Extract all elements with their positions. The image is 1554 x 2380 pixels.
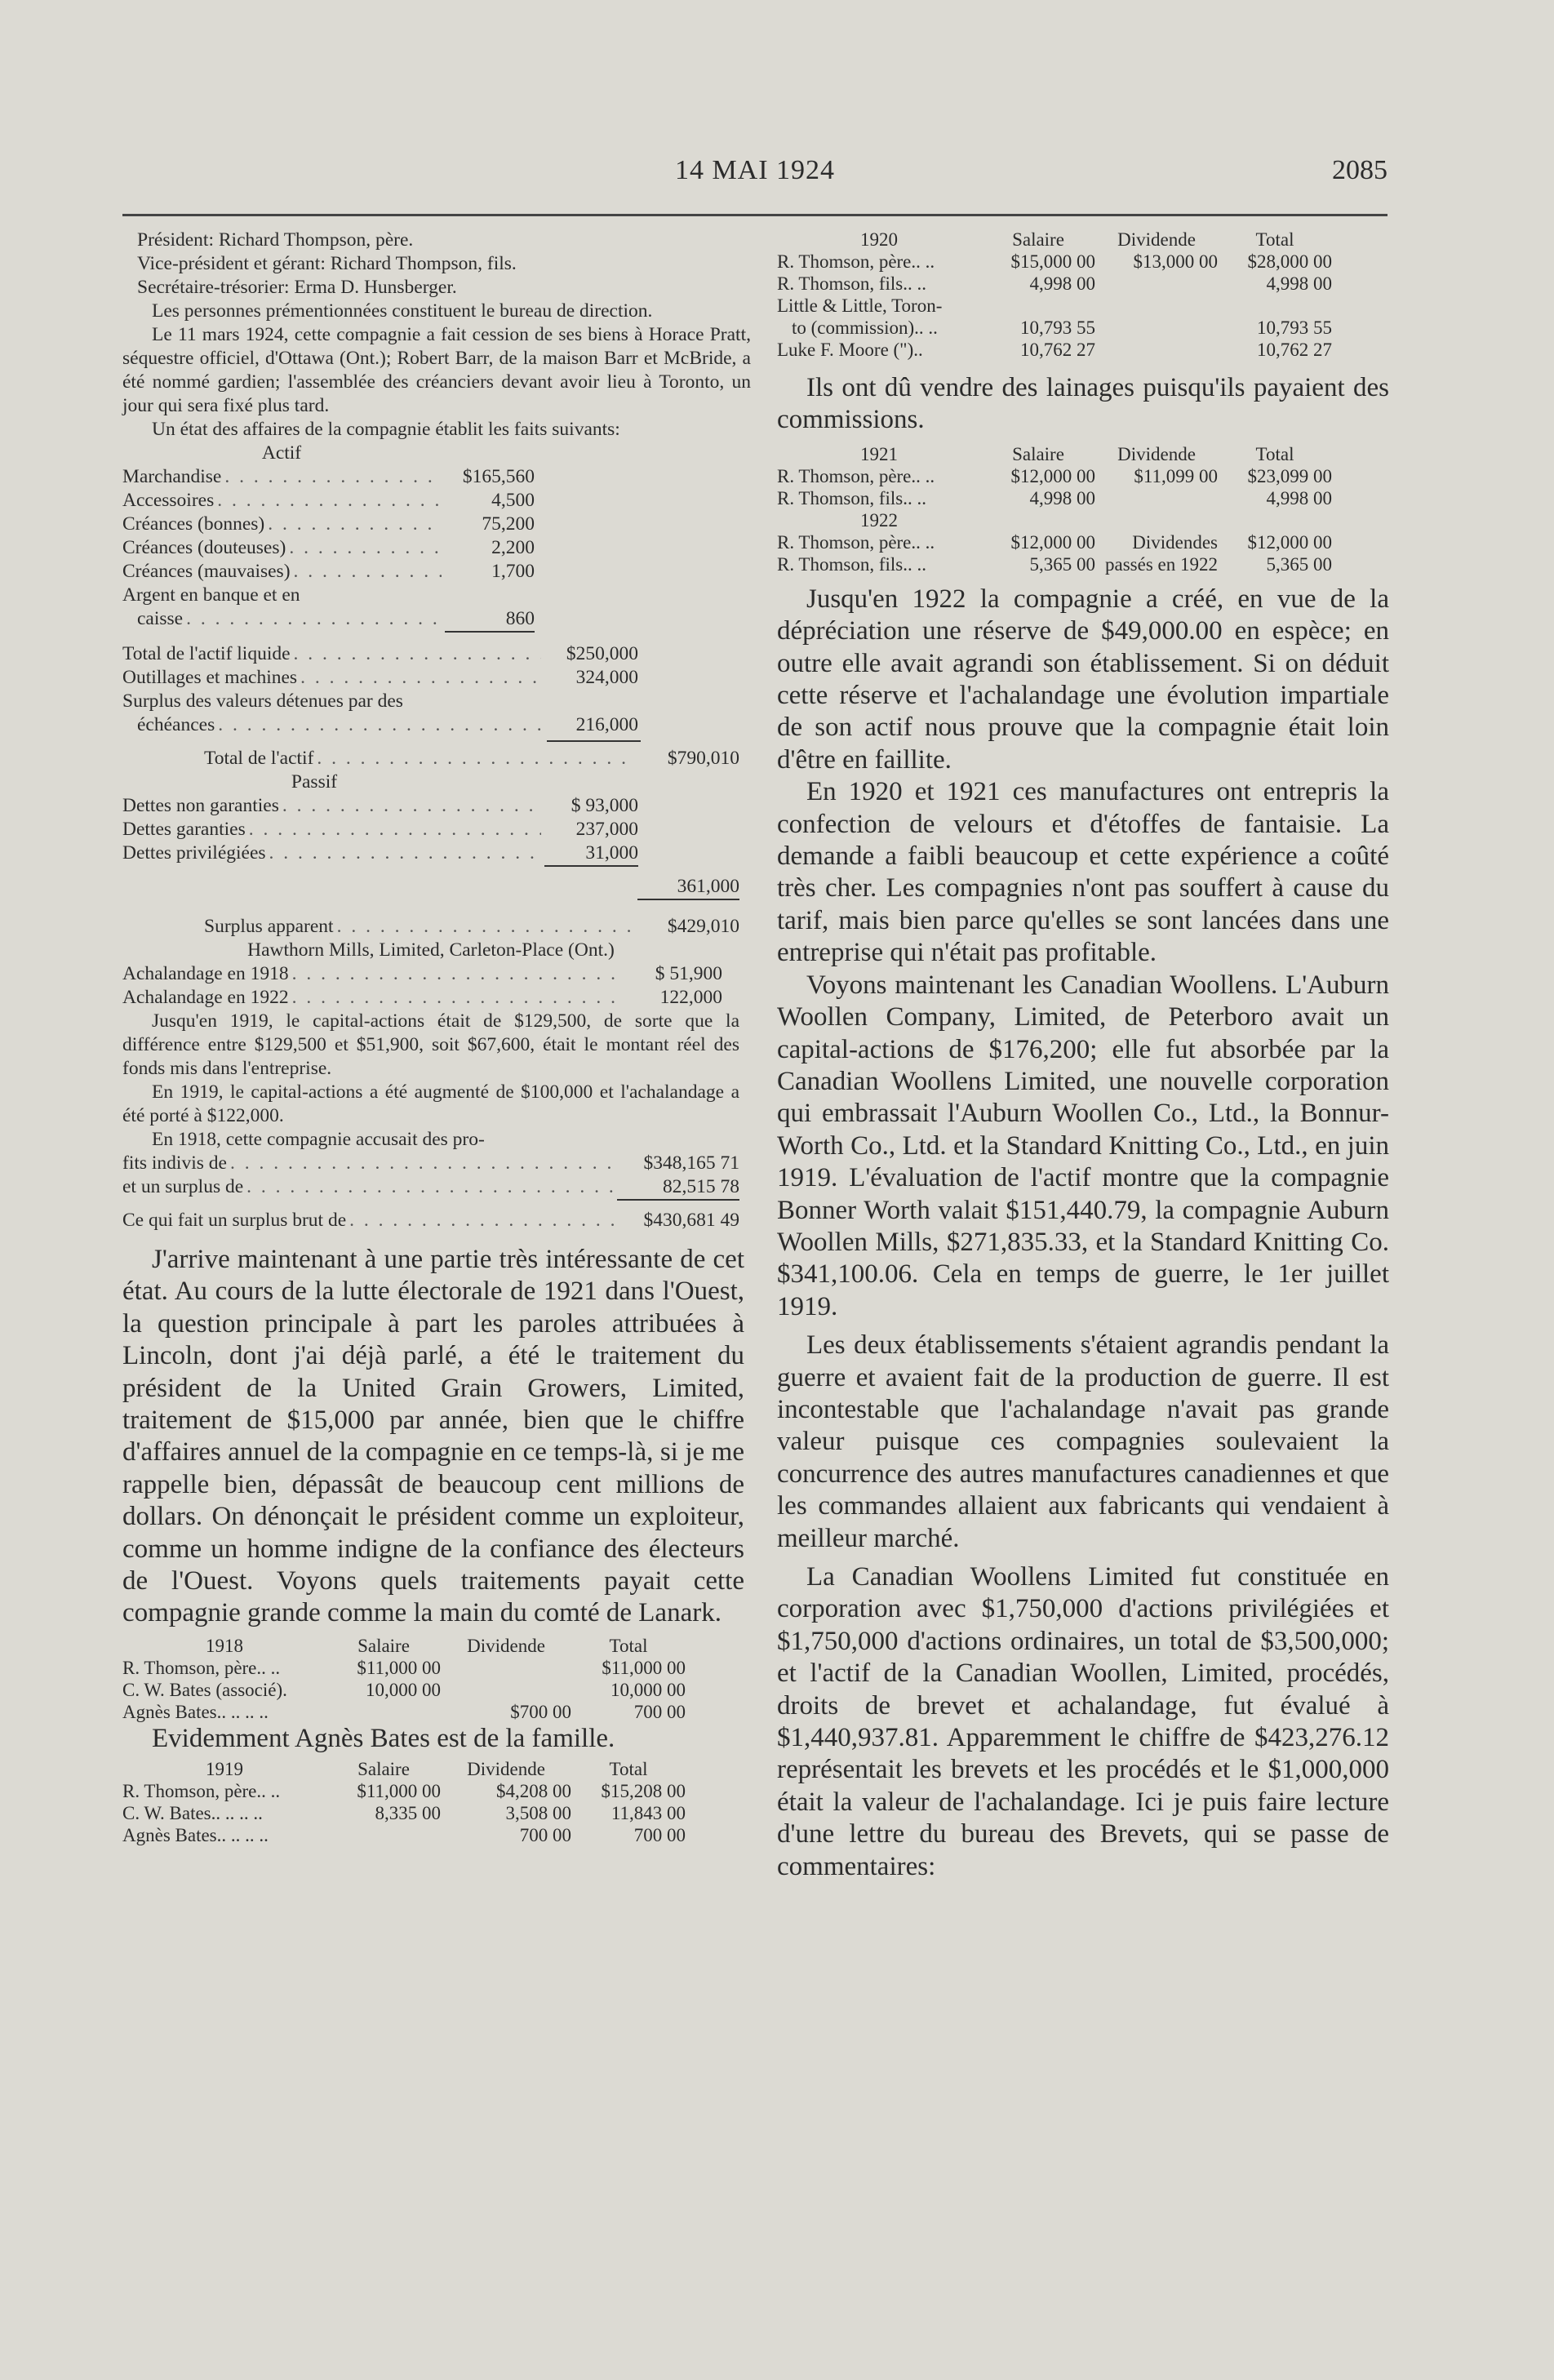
actif-row: caisse . . . 860 bbox=[122, 607, 535, 633]
paragraph: Les deux établissements s'étaient agrandis pendant la guerre et avaient fait de la production de guerre. Il est incontestable que l'achalandage n'avait pas grande valeur puisque ces compagnies soulevaient la concurrence des autres manufactures canadiennes et que les commandes allaient aux fabricants qui vendaient à meilleur marché. bbox=[777, 1330, 1389, 1553]
table-row: R. Thomson, père.. .. $11,000 00 $4,208 00 $15,208 00 bbox=[122, 1781, 686, 1802]
paragraph-etat: Un état des affaires de la compagnie établit les faits suivants: bbox=[152, 419, 620, 440]
actif-row: Créances (mauvaises) . . . 1,700 bbox=[122, 560, 535, 584]
intro-line: Vice-président et gérant: Richard Thompson, fils. bbox=[137, 253, 517, 274]
paragraph: En 1920 et 1921 ces manufactures ont entrepris la confection de velours et d'étoffes de fantaisie. La demande a faibli beaucoup et cette expérience a coûté très cher. Les compagnies n'ont pas souffert à cause du tarif, mais bien parce qu'elles se sont lancées dans une entreprise qui n'était pas profitable. bbox=[777, 777, 1389, 968]
paragraph: Voyons maintenant les Canadian Woollens. L'Auburn Woollen Company, Limited, de Peterboro avait un capital-actions de $176,200; elle fut absorbée par la Canadian Woollens Limited, une nouvelle corporation qui embrassait l'Auburn Woollen Co., Ltd., la Bonnur-Worth Co., Ltd. et la Standard Knitting Co., Ltd., en juin 1919. L'évaluation de l'actif montre que la compagnie Bonner Worth valait $151,440.79, la compagnie Auburn Woollen Mills, $271,835.33, et la Standard Knitting Co. $341,100.06. Cela en temps de guerre, le 1er juillet 1919. bbox=[777, 970, 1389, 1321]
actif-totals bbox=[122, 642, 638, 742]
table-row: C. W. Bates.. .. .. .. 8,335 00 3,508 00 11,843 00 bbox=[122, 1803, 686, 1824]
actif-row: Créances (bonnes) . . . 75,200 bbox=[122, 513, 535, 536]
profit-row: fits indivis de . . . $348,165 71 bbox=[122, 1152, 739, 1175]
table-row: R. Thomson, fils.. .. 4,998 00 4,998 00 bbox=[777, 273, 1332, 294]
year-1920: 1920 bbox=[860, 229, 898, 250]
passif-section bbox=[122, 770, 751, 1232]
passif-title: Passif bbox=[291, 771, 338, 793]
table-row: Agnès Bates.. .. .. .. 700 00 700 00 bbox=[122, 1825, 686, 1846]
passif-row: Dettes non garanties . . . $ 93,000 bbox=[122, 794, 638, 818]
total-actif bbox=[122, 747, 739, 770]
table-row: R. Thomson, père.. .. $15,000 00 $13,000 00 $28,000 00 bbox=[777, 251, 1332, 272]
table-row: R. Thomson, père.. .. $11,000 00 $11,000 00 bbox=[122, 1657, 686, 1678]
table-row: R. Thomson, fils.. .. 4,998 00 4,998 00 bbox=[777, 487, 1332, 508]
table-row: R. Thomson, fils.. .. 5,365 00 passés en 1922 5,365 00 bbox=[777, 553, 1332, 575]
actif-title: Actif bbox=[261, 442, 302, 464]
actif-row: Créances (douteuses) . . . 2,200 bbox=[122, 536, 535, 560]
table-row: R. Thomson, père.. .. $12,000 00 Dividendes $12,000 00 bbox=[777, 531, 1332, 553]
actif-total-row: Outillages et machines . . . 324,000 bbox=[122, 666, 638, 690]
actif-items bbox=[122, 465, 535, 633]
salary-table-1918: 1918 Salaire Dividende Total R. Thomson, père.. .. $11,000 00 $11,000 00 C. W. Bates (associé). 10,000 00 10,000 00 Agnès Bates.. .. .. .. $700 00 700 00 bbox=[122, 1635, 686, 1722]
actif-total-row: échéances . . . 216,000 bbox=[122, 713, 638, 737]
surplus-brut-row: Ce qui fait un surplus brut de . . . $430,681 49 bbox=[122, 1209, 739, 1232]
page-date: 14 MAI 1924 bbox=[674, 155, 836, 185]
salary-table-1919: 1919 Salaire Dividende Total R. Thomson, père.. .. $11,000 00 $4,208 00 $15,208 00 C. W. Bates.. .. .. .. 8,335 00 3,508 00 11,843 00 Agnès Bates.. .. .. .. 700 00 700 00 bbox=[122, 1759, 686, 1846]
year-1922: 1922 bbox=[860, 509, 898, 531]
actif-row: Accessoires . . . 4,500 bbox=[122, 489, 535, 513]
header-rule bbox=[122, 214, 1388, 216]
salary-table-1921: 1921 Salaire Dividende Total R. Thomson, père.. .. $12,000 00 $11,099 00 $23,099 00 R. Thomson, fils.. .. 4,998 00 4,998 00 1922 R. Thomson, père.. .. $12,000 00 Dividendes $12,000 00 R. Thomson, fils.. .. 5,365 00 passés en 1922 5,365 00 bbox=[777, 443, 1332, 575]
paragraph-traitements: J'arrive maintenant à une partie très intéressante de cet état. Au cours de la lutte électorale de 1921 dans l'Ouest, la question principale à part les paroles attribuées à Lincoln, dont j'ai déjà parlé, a été le traitement du président de la United Grain Growers, Limited, traitement de $15,000 par année, bien que le chiffre d'affaires annuel de la compagnie en ce temps-là, si je me rappelle bien, dépassât de beaucoup cent millions de dollars. On dénonçait le président comme un exploiteur, comme un homme indigne de la confiance des électeurs de l'Ouest. Voyons quels traitements payait cette compagnie grande comme la main du comté de Lanark. bbox=[122, 1245, 744, 1628]
table-row: Agnès Bates.. .. .. .. $700 00 700 00 bbox=[122, 1701, 686, 1722]
achalandage-row: Achalandage en 1922 . . . 122,000 bbox=[122, 986, 722, 1010]
paragraph: Jusqu'en 1922 la compagnie a créé, en vue de la dépréciation une réserve de $49,000.00 en espèce; en outre elle avait agrandi son établissement. Si on déduit cette réserve et l'achalandage une évolution impartiale de son actif nous prouve que la compagnie était loin d'être en faillite. bbox=[777, 584, 1389, 775]
argent-label: Argent en banque et en bbox=[122, 584, 300, 606]
page-header bbox=[122, 155, 1388, 196]
total-actif-label: Total de l'actif bbox=[204, 748, 314, 769]
surplus-apparent-row: Surplus apparent . . . $429,010 bbox=[122, 915, 739, 939]
paragraph-1918-intro: En 1918, cette compagnie accusait des pro- bbox=[152, 1129, 485, 1150]
profit-row: et un surplus de . . . 82,515 78 bbox=[122, 1175, 739, 1201]
paragraph: La Canadian Woollens Limited fut constituée en corporation avec $1,750,000 d'actions privilégiées et $1,750,000 d'actions ordinaires, un total de $3,500,000; et l'actif de la Canadian Woollen, Limited, procédés, droits de brevet et achalandage, fut évalué à $1,440,937.81. Apparemment le chiffre de $423,276.12 représentait les brevets et les procédés et le $1,000,000 était la valeur de l'achalandage. Ici je puis faire lecture d'une lettre du bureau des Brevets, qui se passe de commentaires: bbox=[777, 1562, 1389, 1881]
paragraph-1919b: En 1919, le capital-actions a été augmenté de $100,000 et l'achalandage a été porté à $122,000. bbox=[122, 1081, 739, 1126]
passif-total: 361,000 bbox=[637, 875, 739, 900]
hawthorn-title: Hawthorn Mills, Limited, Carleton-Place (Ont.) bbox=[247, 939, 615, 961]
paragraph-1919a: Jusqu'en 1919, le capital-actions était de $129,500, de sorte que la différence entre $129,500 et $51,900, soit $67,600, était le montant réel des fonds mis dans l'entreprise. bbox=[122, 1010, 739, 1079]
intro-line: Président: Richard Thompson, père. bbox=[137, 229, 414, 251]
surplus-label: Surplus des valeurs détenues par des bbox=[122, 690, 403, 712]
actif-row: Marchandise . . . $165,560 bbox=[122, 465, 535, 489]
intro-line: Les personnes prémentionnées constituent le bureau de direction. bbox=[152, 300, 653, 322]
passif-row: Dettes privilégiées . . . 31,000 bbox=[122, 841, 638, 867]
year-1919: 1919 bbox=[206, 1759, 243, 1780]
actif-section bbox=[122, 442, 751, 770]
paragraph-cession: Le 11 mars 1924, cette compagnie a fait cession de ses biens à Horace Pratt, séquestre officiel, d'Ottawa (Ont.); Robert Barr, de la maison Barr et McBride, a été nommé gardien; l'assemblée des créanciers devant avoir lieu à Toronto, un jour qui sera fixé plus tard. bbox=[122, 324, 751, 416]
right-column bbox=[777, 229, 1389, 1883]
table-row: C. W. Bates (associé). 10,000 00 10,000 00 bbox=[122, 1679, 686, 1700]
agnes-line: Evidemment Agnès Bates est de la famille. bbox=[152, 1723, 615, 1753]
table-row: Luke F. Moore (").. 10,762 27 10,762 27 bbox=[777, 340, 1332, 360]
table-row: Little & Little, Toron- bbox=[777, 295, 943, 316]
achalandage-row: Achalandage en 1918 . . . $ 51,900 bbox=[122, 962, 722, 986]
left-column bbox=[122, 229, 751, 1846]
year-1921: 1921 bbox=[860, 443, 898, 464]
paragraph-commissions: Ils ont dû vendre des lainages puisqu'ils payaient des commissions. bbox=[777, 373, 1389, 435]
year-1918: 1918 bbox=[206, 1635, 243, 1656]
total-actif-value: $790,010 bbox=[667, 748, 739, 769]
salary-table-1920: 1920 Salaire Dividende Total R. Thomson, père.. .. $15,000 00 $13,000 00 $28,000 00 R. Thomson, fils.. .. 4,998 00 4,998 00 Little & Little, Toron- to (commission).. .. 10,793 55 10,793 55 Luke F. Moore (").. 10,762 27 10,762 27 bbox=[777, 229, 1332, 360]
intro-line: Secrétaire-trésorier: Erma D. Hunsberger. bbox=[137, 277, 457, 298]
table-row: to (commission).. .. 10,793 55 10,793 55 bbox=[792, 317, 1332, 338]
table-row: R. Thomson, père.. .. $12,000 00 $11,099 00 $23,099 00 bbox=[777, 465, 1332, 486]
page-number: 2085 bbox=[1332, 155, 1388, 185]
passif-row: Dettes garanties . . . 237,000 bbox=[122, 818, 638, 841]
actif-total-row: Total de l'actif liquide . . . $250,000 bbox=[122, 642, 638, 666]
